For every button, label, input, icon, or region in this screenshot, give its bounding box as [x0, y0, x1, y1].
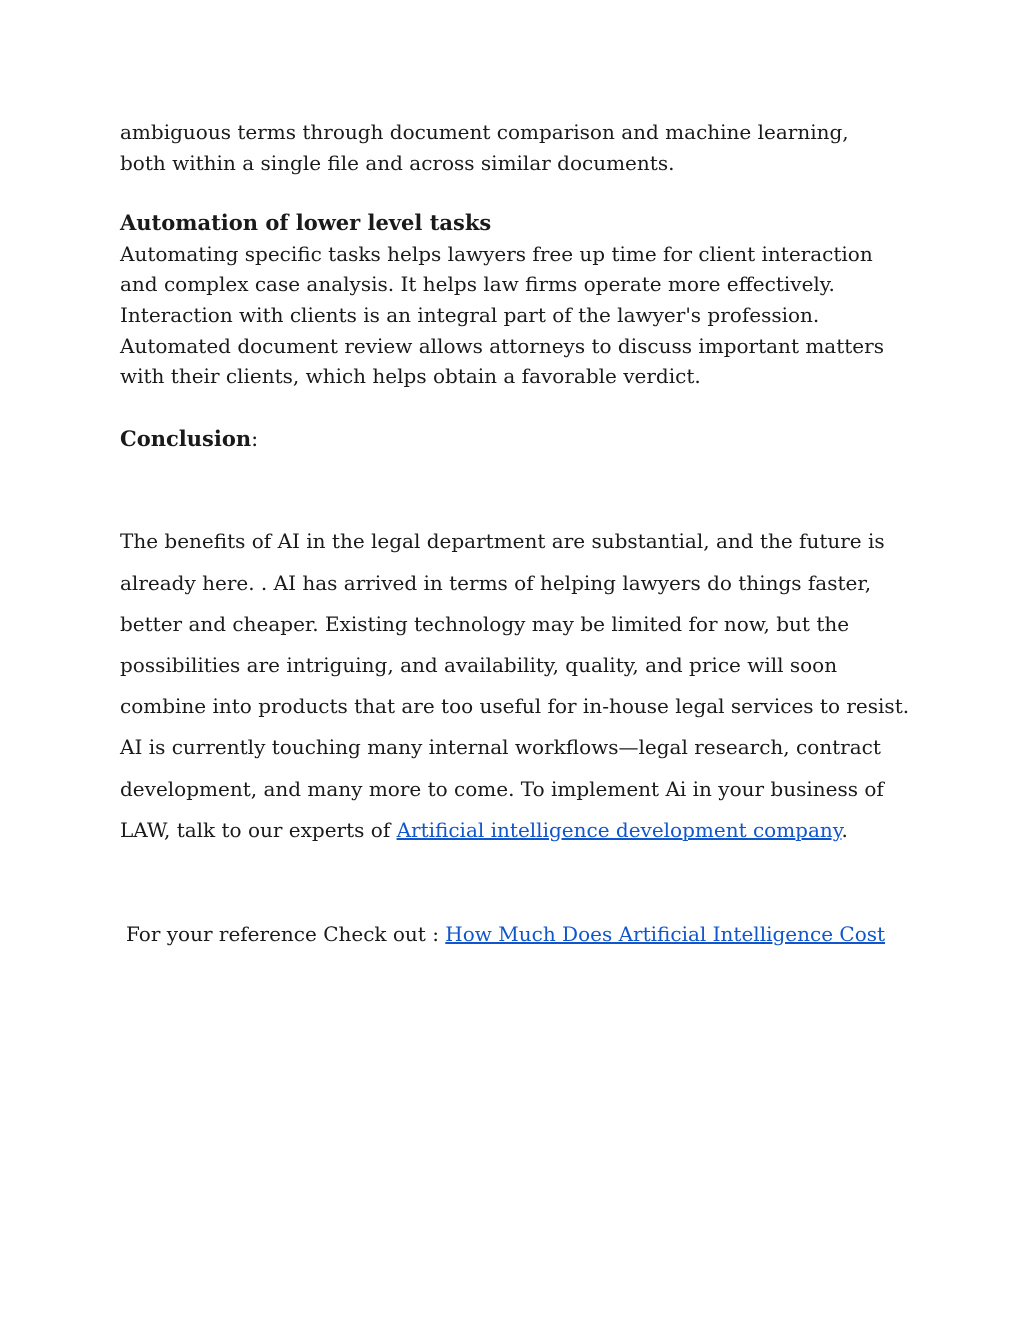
conclusion-text: The benefits of AI in the legal department are substantial, and the future is already here. . AI has arrived in terms of helping lawyers do things faster, better and cheaper. Existing technology may be limited for now, but the possibilities are intriguing, and availability, quality, and price will soon combine into products that are too useful for in-house legal services to resist. AI is currently touching many internal workflows—legal research, contract development, and many more to come. To implement Ai in your business of LAW, talk to our experts of [120, 529, 910, 842]
reference-prefix: For your reference Check out : [126, 921, 446, 946]
ai-development-company-link[interactable]: Artificial intelligence development company [396, 817, 842, 842]
automation-heading: Automation of lower level tasks [120, 210, 492, 236]
intro-paragraph [120, 117, 910, 178]
conclusion-heading-label: Conclusion [120, 425, 252, 451]
ai-cost-link[interactable]: How Much Does Artificial Intelligence Cost [445, 921, 886, 946]
conclusion-period: . [841, 817, 848, 842]
conclusion-heading-colon: : [251, 426, 259, 451]
intro-line-1: ambiguous terms through document comparison and machine learning, [120, 120, 849, 144]
automation-paragraph: Automating specific tasks helps lawyers free up time for client interaction and complex case analysis. It helps law firms operate more effectively. Interaction with clients is an integral part of the lawyer's profession. Automated document review allows attorneys to discuss important matters with their clients, which helps obtain a favorable verdict. [120, 241, 884, 389]
document-page [120, 117, 910, 949]
reference-line [126, 919, 910, 949]
conclusion-heading [120, 424, 910, 455]
intro-line-2: both within a single file and across similar documents. [120, 150, 675, 175]
automation-section [120, 208, 910, 392]
conclusion-paragraph [120, 521, 910, 851]
